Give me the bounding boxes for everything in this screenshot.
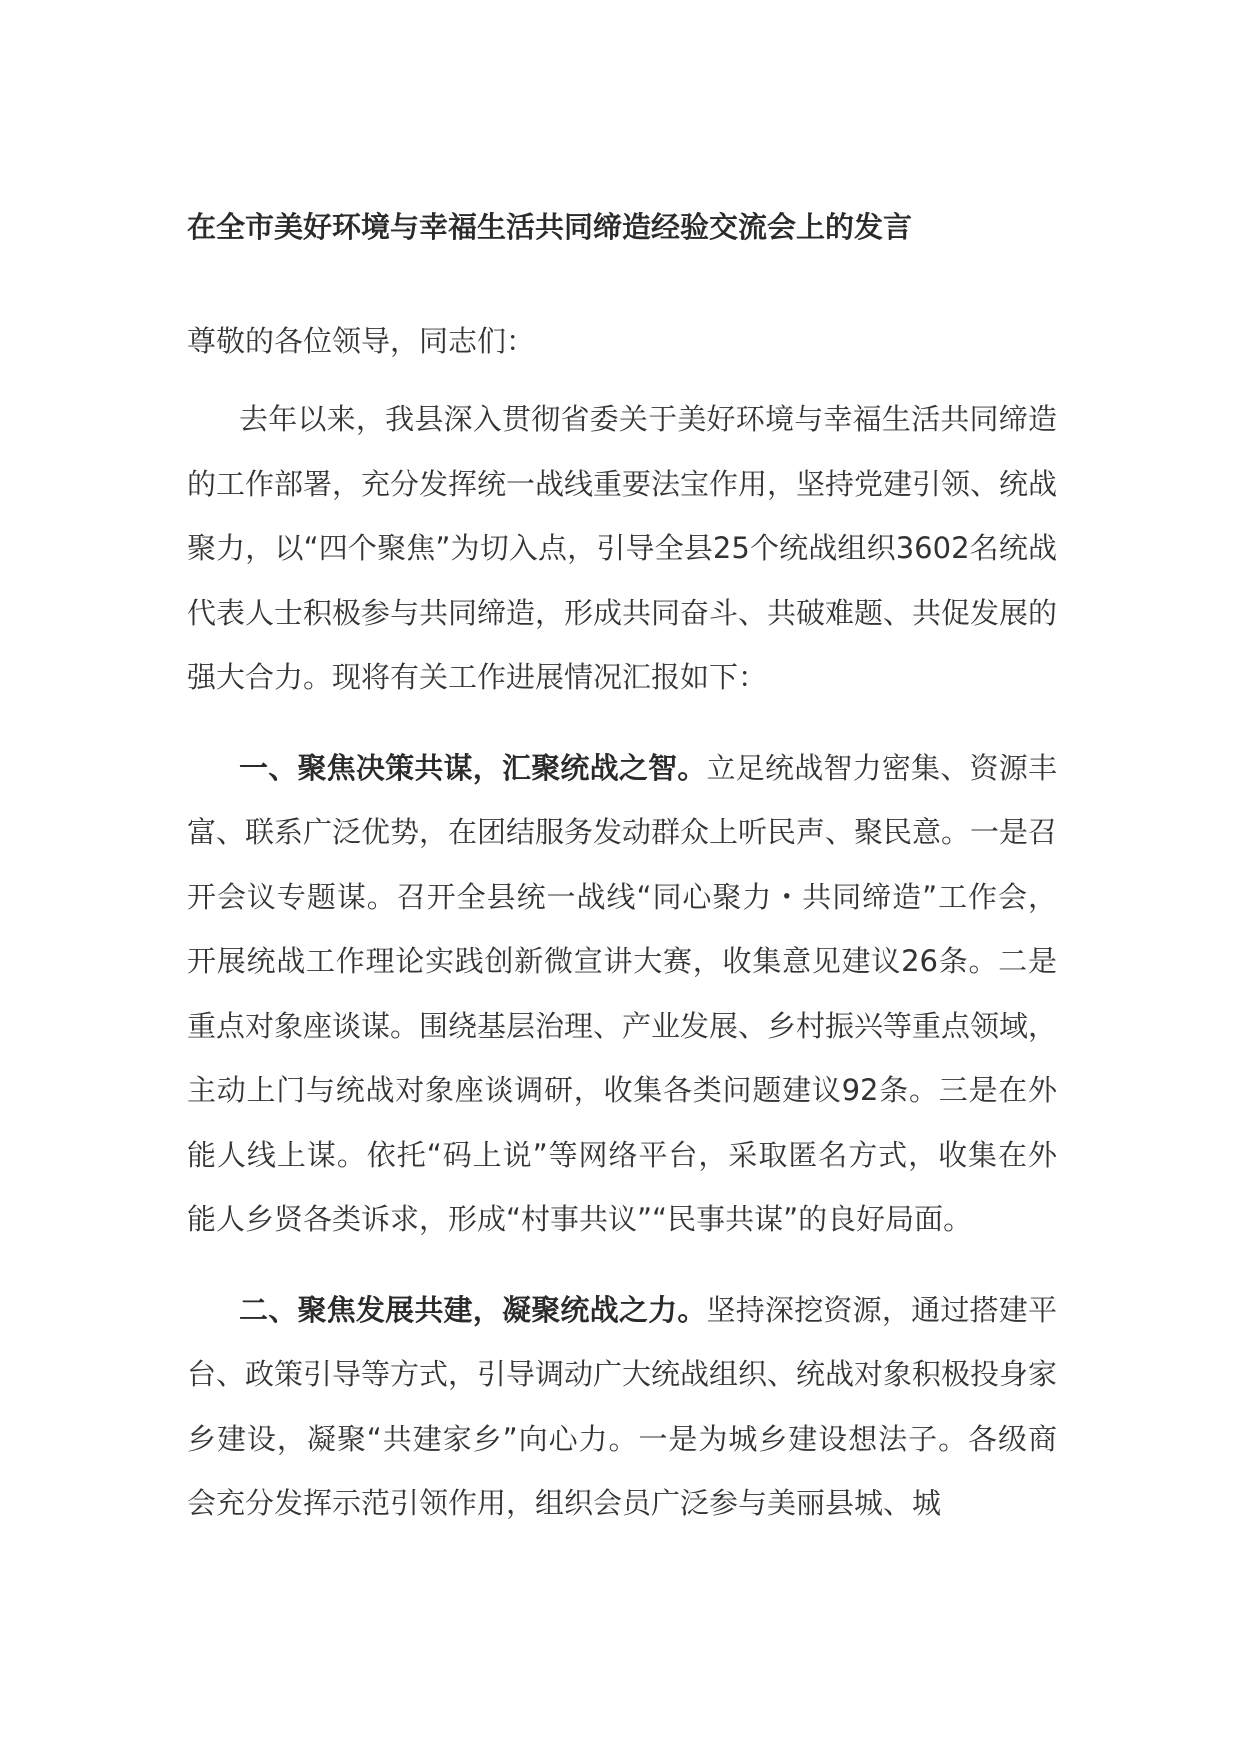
paragraph-section-2 [187,1278,1057,1536]
paragraph-lead: 一、聚焦决策共谋，汇聚统战之智。 [239,750,707,785]
paragraph-intro [187,387,1057,710]
paragraph-lead: 二、聚焦发展共建，凝聚统战之力。 [239,1292,707,1327]
paragraph-text: 立足统战智力密集、资源丰富、联系广泛优势，在团结服务发动群众上听民声、聚民意。一是召开会议专题谋。召开全县统一战线“同心聚力・共同缔造”工作会，开展统战工作理论实践创新微宣讲大赛，收集意见建议26条。二是重点对象座谈谋。围绕基层治理、产业发展、乡村振兴等重点领域，主动上门与统战对象座谈调研，收集各类问题建议92条。三是在外能人线上谋。依托“码上说”等网络平台，采取匿名方式，收集在外能人乡贤各类诉求，形成“村事共议”“民事共谋”的良好局面。 [187,750,1058,1236]
paragraph-text: 去年以来，我县深入贯彻省委关于美好环境与幸福生活共同缔造的工作部署，充分发挥统一战线重要法宝作用，坚持党建引领、统战聚力，以“四个聚焦”为切入点，引导全县25个统战组织3602名统战代表人士积极参与共同缔造，形成共同奋斗、共破难题、共促发展的强大合力。现将有关工作进展情况汇报如下： [187,402,1058,694]
document-title: 在全市美好环境与幸福生活共同缔造经验交流会上的发言 [187,210,913,244]
paragraph-section-1 [187,736,1057,1252]
paragraph-text: 坚持深挖资源，通过搭建平台、政策引导等方式，引导调动广大统战组织、统战对象积极投身家乡建设，凝聚“共建家乡”向心力。一是为城乡建设想法子。各级商会充分发挥示范引领作用，组织会员广泛参与美丽县城、城 [187,1292,1058,1520]
salutation: 尊敬的各位领导，同志们： [187,324,536,358]
document-body [187,205,1057,1536]
